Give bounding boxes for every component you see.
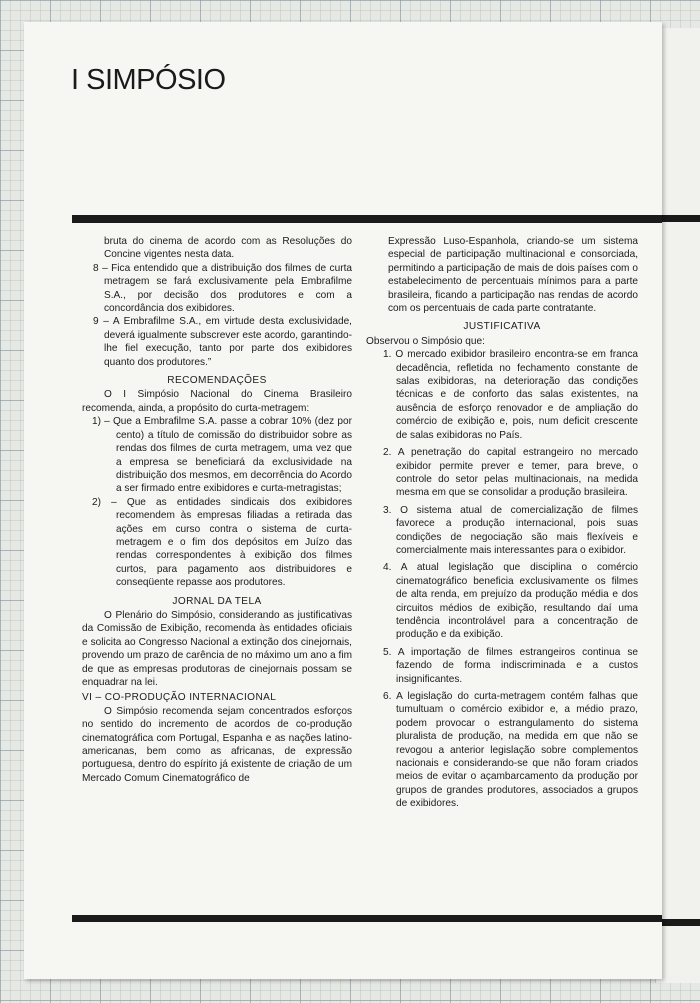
section-heading-recomendacoes: RECOMENDAÇÕES	[167, 375, 267, 387]
document-page	[24, 22, 662, 979]
adjacent-page-rule	[662, 215, 700, 222]
justification-1: 1. O mercado exibidor brasileiro encontra-se em franca decadência, refletida no fechamento constante de salas exibidoras, na deterioração das condições técnicas e de conforto das salas existentes, na ausência de esforço renovador e de ampliação do comércio de exibição e, pois, num deficit crescente de salas exibidoras no País.	[383, 349, 638, 441]
justification-4: 4. A atual legislação que disciplina o comércio cinematográfico beneficia exclusivamente os filmes de alta renda, em prejuízo da produção média e dos circuitos médios de exibição, resultando daí uma tendência incontrolável para a concentração de produção e da exibição.	[383, 562, 638, 641]
adjacent-page-rule	[662, 919, 700, 926]
paragraph: Observou o Simpósio que:	[366, 335, 485, 347]
justification-5: 5. A importação de filmes estrangeiros continua se fazendo de forma indiscriminada e a custos insignificantes.	[383, 646, 638, 685]
right-column	[366, 235, 638, 811]
section-heading-co-producao: VI – CO-PRODUÇÃO INTERNACIONAL	[82, 692, 277, 704]
clause-9: 9 – A Embrafilme S.A., em virtude desta exclusividade, deverá igualmente subscrever este acordo, garantindo-lhe fiel execução, tanto por parte dos exibidores quanto dos produtores.”	[93, 316, 352, 368]
bottom-rule	[72, 915, 662, 922]
paragraph: Expressão Luso-Espanhola, criando-se um sistema especial de participação multinacional e consorciada, permitindo a participação de mais de dois países com o estabelecimento de percentuais mínimos para a parte brasileira, ficando a participação nas rendas de acordo com os percentuais de cada parte contratante.	[388, 236, 638, 315]
justification-2: 2. A penetração do capital estrangeiro no mercado exibidor permite prever e temer, para breve, o controle do setor pelas multinacionais, na medida mesma em que se consolidar a produção brasileira.	[383, 447, 638, 499]
recommendation-2: 2) – Que as entidades sindicais dos exibidores recomendem às empresas filiadas a retirada das ações em curso contra o sistema de curta-metragem e o fim dos depósitos em Juízo das rendas correspondentes à exibição dos filmes curtos, para pagamento aos distribuidores e conseqüente repasse aos produtores.	[92, 496, 352, 589]
section-heading-justificativa: JUSTIFICATIVA	[463, 321, 541, 333]
paragraph: bruta do cinema de acordo com as Resoluções do Concine vigentes nesta data.	[104, 236, 352, 261]
clause-8: 8 – Fica entendido que a distribuição dos filmes de curta metragem se fará exclusivamente pela Embrafilme S.A., por decisão dos produtores e com a concordância dos exibidores.	[93, 262, 352, 315]
section-heading-jornal-da-tela: JORNAL DA TELA	[172, 595, 262, 607]
paragraph: O Simpósio recomenda sejam concentrados esforços no sentido do incremento de acordos de co-produção cinematográfica com Portugal, Espanha e as nações latino-americanas, bem como as africanas, de expressão portuguesa, dentro do espírito já existente de criação de um Mercado Comum Cinematográfico de	[82, 705, 352, 784]
page-title: I SIMPÓSIO	[71, 64, 226, 96]
paragraph: O I Simpósio Nacional do Cinema Brasileiro recomenda, ainda, a propósito do curta-metragem:	[82, 389, 352, 414]
left-column	[82, 235, 352, 785]
justification-3: 3. O sistema atual de comercialização de filmes favorece a produção internacional, pois suas condições de negociação são mais flexíveis e comercialmente mais interessantes para o exibidor.	[383, 504, 638, 556]
recommendation-1: 1) – Que a Embrafilme S.A. passe a cobrar 10% (dez por cento) a título de comissão do distribuidor sobre as rendas dos filmes de curta metragem, uma vez que a empresa se beneficiará da exclusividade na distribuição dos mesmos, em decorrência do Acordo a ser firmado entre exibidores e curta-metragistas;	[92, 416, 352, 495]
top-rule	[72, 215, 662, 223]
justification-6: 6. A legislação do curta-metragem contém falhas que tumultuam o comércio exibidor e, a médio prazo, podem provocar o estrangulamento do sistema pluralista de produção, na medida em que não se revogou a anterior legislação sobre complementos nacionais e considerando-se que não foram criados meios de evitar o açambarcamento da produção por grupos de grandes produtores, associados a grupos de exibidores.	[383, 691, 638, 810]
paragraph: O Plenário do Simpósio, considerando as justificativas da Comissão de Exibição, recomenda às entidades oficiais e solicita ao Congresso Nacional a extinção dos cinejornais, provendo um prazo de carência de no máximo um ano a fim de que as empresas produtoras de cinejornais possam se enquadrar na lei.	[82, 609, 352, 688]
